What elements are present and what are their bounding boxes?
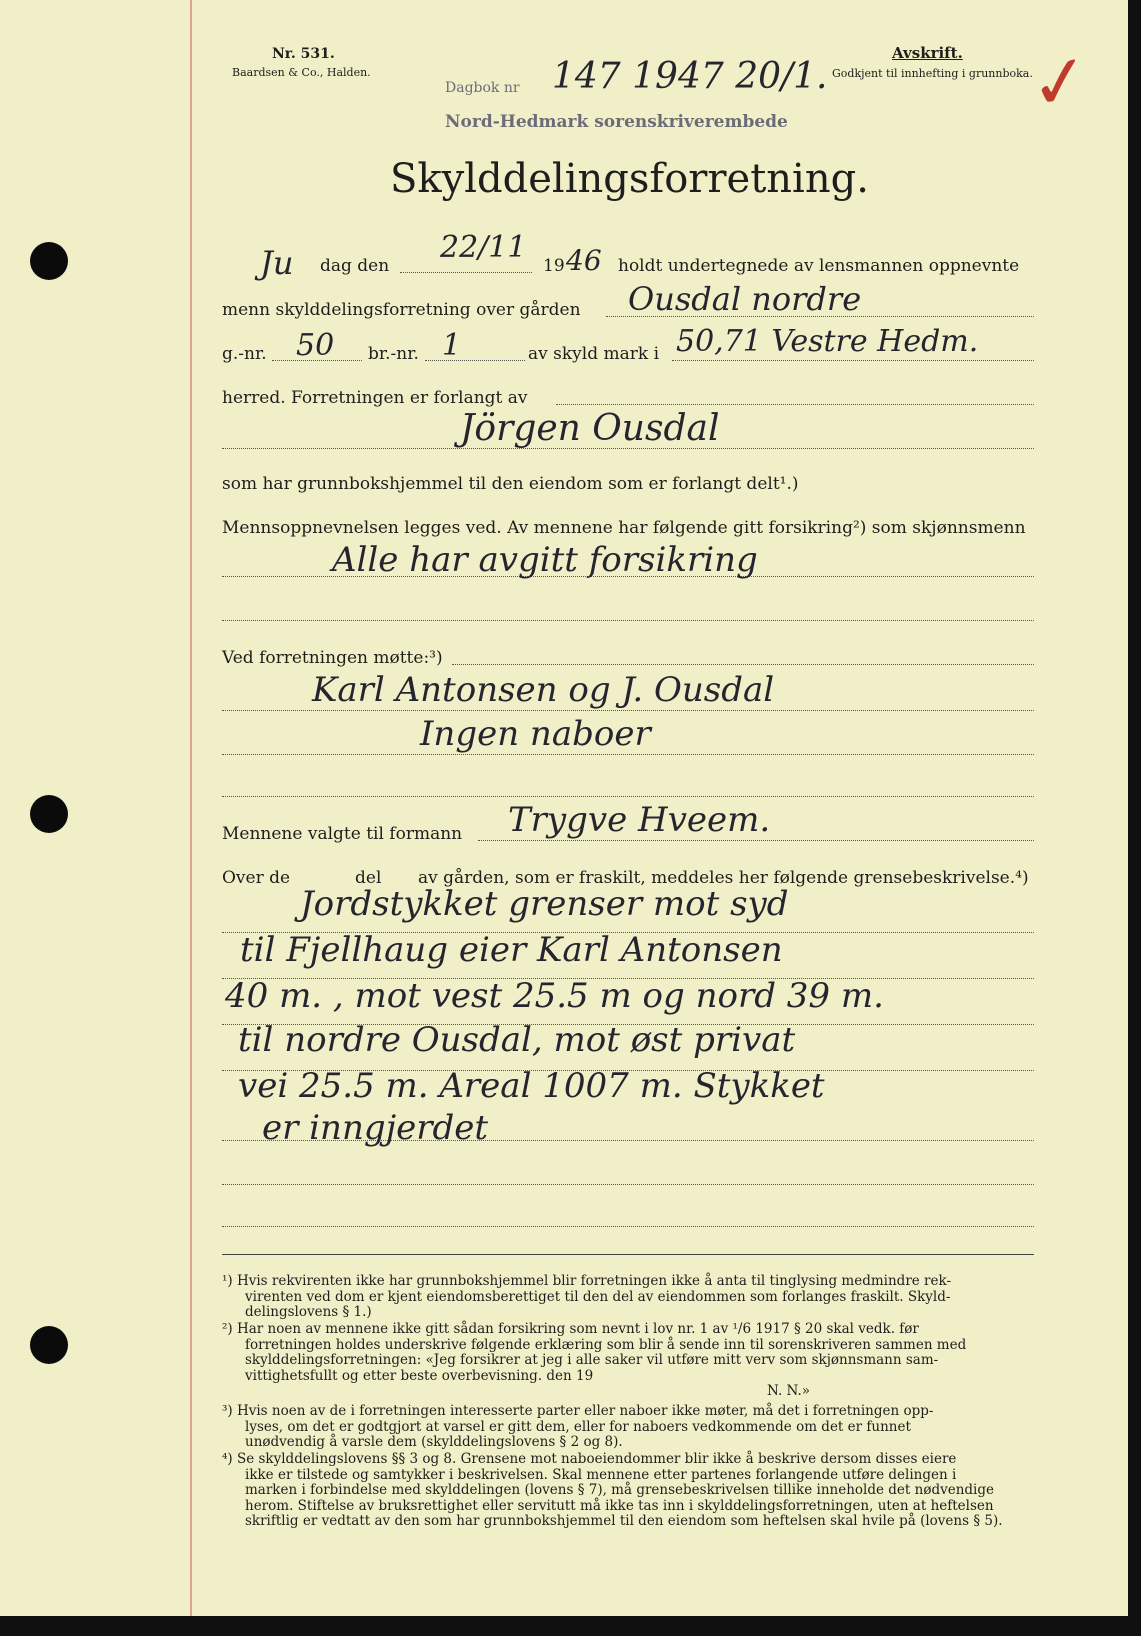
punch-hole xyxy=(30,795,68,833)
boundary-line: 40 m. , mot vest 25.5 m og nord 39 m. xyxy=(225,976,884,1016)
label-chairman: Mennene valgte til formann xyxy=(222,824,463,844)
meeting-date-handwritten: 22/11 xyxy=(440,230,527,265)
court-stamp: Nord-Hedmark sorenskriverembede xyxy=(445,112,788,132)
attendees-handwritten: Karl Antonsen og J. Ousdal xyxy=(312,670,775,710)
label-requested-by: herred. Forretningen er forlangt av xyxy=(222,388,528,408)
label-boundary: av gården, som er fraskilt, meddeles her følgende grensebeskrivelse.⁴) xyxy=(418,868,1029,888)
document-title: Skylddelingsforretning. xyxy=(390,156,869,202)
label-held: holdt undertegnede av lensmannen oppnevnte xyxy=(618,256,1020,276)
gnr-handwritten: 50 xyxy=(296,328,335,363)
label-del: del xyxy=(355,868,382,888)
ownership-statement: som har grunnbokshjemmel til den eiendom som er forlangt delt¹.) xyxy=(222,474,799,494)
footnote-2: ²) Har noen av mennene ikke gitt sådan forsikring som nevnt i lov nr. 1 av ¹/6 1917 § 20 skal vedk. før forretningen holdes underskrive følgende erklæring som blir å sende inn til sorenskriveren sammen med skylddelingsforretningen: «Jeg forsikrer at jeg i alle saker vil utføre mitt verv som skjønnsmann sam- vittighetsfullt og etter beste overbevisning. den 19 N. N.» xyxy=(222,1321,967,1400)
approval-note: Godkjent til innhefting i grunnboka. xyxy=(832,67,1033,80)
label-day: dag den xyxy=(320,256,390,276)
boundary-line: Jordstykket grenser mot syd xyxy=(300,884,789,924)
footnote-3: ³) Hvis noen av de i forretningen interesserte parter eller naboer ikke møter, må det i forretningen opp- lyses, om det er godtgjort at varsel er gitt dem, eller for naboers vedkommende om det er funnet unødvendig å varsle dem (skylddelingslovens § 2 og 8). xyxy=(222,1403,934,1451)
requester-handwritten: Jörgen Ousdal xyxy=(460,408,720,449)
footnote-1: ¹) Hvis rekvirenten ikke har grunnbokshjemmel blir forretningen ikke å anta til tinglysing medmindre rek- virenten ved dom er kjent eiendomsberettiget til den del av eiendommen som forlanges fraskilt. Skyld- delingslovens § 1.) xyxy=(222,1273,951,1321)
boundary-line: er inngjerdet xyxy=(262,1108,489,1148)
handwritten-prefix: Ju xyxy=(260,244,294,282)
farm-name-handwritten: Ousdal nordre xyxy=(628,280,862,318)
boundary-line: vei 25.5 m. Areal 1007 m. Stykket xyxy=(238,1066,825,1106)
margin-line xyxy=(190,0,192,1616)
boundary-line: til nordre Ousdal, mot øst privat xyxy=(238,1020,796,1060)
punch-hole xyxy=(30,242,68,280)
journal-stamp-prefix: Dagbok nr xyxy=(445,80,520,96)
journal-number-handwritten: 147 1947 20/1. xyxy=(552,56,828,97)
label-year: 19 xyxy=(543,256,565,276)
footnote-4: ⁴) Se skylddelingslovens §§ 3 og 8. Grensene mot naboeiendommer blir ikke å beskrive dersom disses eiere ikke er tilstede og samtykker i beskrivelsen. Skal mennene etter partenes forlangende utføre delingen i marken i forbindelse med skylddelingen (lovens § 7), må grensebeskrivelsen tillike inneholde det nødvendige herom. Stiftelse av bruksrettighet eller servitutt må ikke tas inn i skylddelingsforretningen, uten at heftelsen skriftlig er vedtatt av den som har grunnbokshjemmel til den eiendom som heftelsen skal hvile på (lovens § 5). xyxy=(222,1451,1003,1530)
label-attendees: Ved forretningen møtte:³) xyxy=(222,648,443,668)
label-farm: menn skylddelingsforretning over gården xyxy=(222,300,581,320)
form-number: Nr. 531. xyxy=(272,46,335,62)
checkmark-icon: ✓ xyxy=(1024,36,1096,128)
label-skyld: av skyld mark i xyxy=(528,344,660,364)
label-bnr: br.-nr. xyxy=(368,344,419,364)
label-gnr: g.-nr. xyxy=(222,344,267,364)
label-over-de: Over de xyxy=(222,868,291,888)
no-neighbours-handwritten: Ingen naboer xyxy=(420,714,651,754)
boundary-line: til Fjellhaug eier Karl Antonsen xyxy=(240,930,783,970)
printer-name: Baardsen & Co., Halden. xyxy=(232,66,371,79)
bnr-handwritten: 1 xyxy=(442,328,462,363)
chairman-handwritten: Trygve Hveem. xyxy=(508,800,771,840)
assurance-statement: Mennsoppnevnelsen legges ved. Av mennene har følgende gitt forsikring²) som skjønnsmenn xyxy=(222,518,1026,538)
copy-label: Avskrift. xyxy=(892,44,963,62)
skyld-handwritten: 50,71 Vestre Hedm. xyxy=(676,324,979,359)
punch-hole xyxy=(30,1326,68,1364)
meeting-year-handwritten: 46 xyxy=(566,244,602,277)
assurance-handwritten: Alle har avgitt forsikring xyxy=(332,540,758,580)
